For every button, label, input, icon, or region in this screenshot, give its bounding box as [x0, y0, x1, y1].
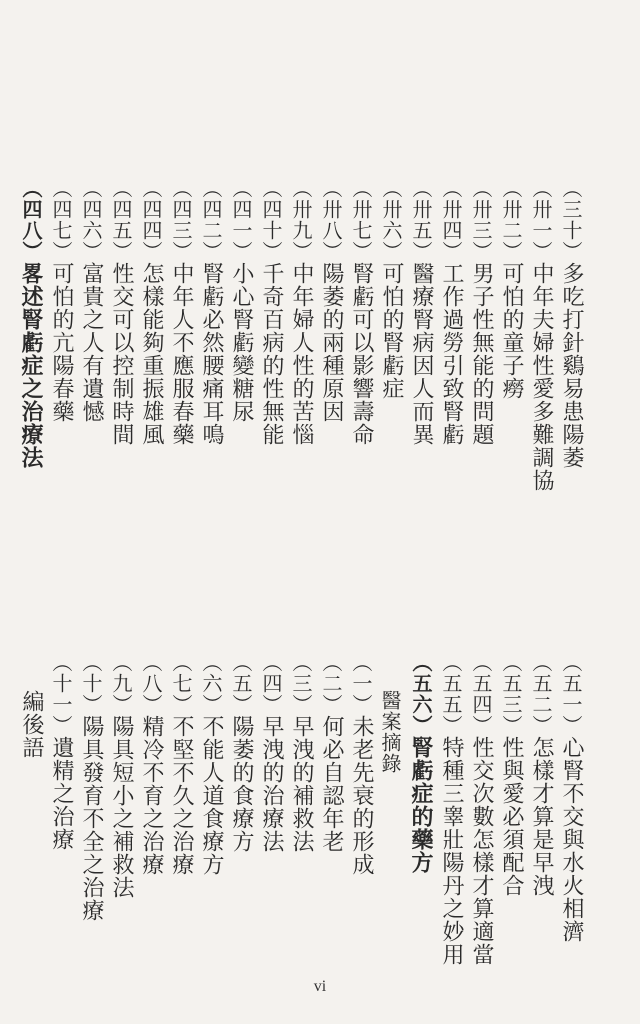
entry-number: （五二）: [529, 652, 553, 736]
case-entry-9: [110, 652, 132, 899]
entry-title: 醫療腎病因人而異: [409, 262, 434, 446]
entry-number: （四一）: [229, 178, 253, 262]
entry-title: 腎虧症的藥方: [408, 736, 434, 874]
entry-title: 畧述腎虧症之治療法: [18, 262, 44, 469]
case-entry-4: [260, 652, 282, 853]
toc-entry-41: [230, 178, 252, 423]
case-entry-1: [350, 652, 372, 876]
toc-entry-32: [500, 178, 522, 400]
case-entry-7: [170, 652, 192, 876]
entry-title: 可怕的亢陽春藥: [49, 262, 74, 423]
entry-title: 陽具發育不全之治療: [79, 715, 104, 922]
entry-number: （卅六）: [379, 178, 403, 262]
entry-number: （卅一）: [529, 178, 553, 262]
entry-number: （卅三）: [469, 178, 493, 262]
entry-title: 早洩的治療法: [259, 715, 284, 853]
entry-number: （卅四）: [439, 178, 463, 262]
page-number: vi: [313, 978, 327, 995]
toc-entry-33: [470, 178, 492, 446]
entry-number: （四三）: [169, 178, 193, 262]
toc-entry-31: [530, 178, 552, 492]
toc-entry-48: [20, 178, 42, 469]
entry-number: （五三）: [499, 652, 523, 736]
entry-title: 中年婦人性的苦惱: [289, 262, 314, 446]
case-entry-5: [230, 652, 252, 853]
entry-number: （四七）: [49, 178, 73, 262]
entry-number: （八）: [139, 652, 163, 715]
toc-entry-45: [110, 178, 132, 446]
entry-title: 千奇百病的性無能: [259, 262, 284, 446]
toc-entry-30: [560, 178, 582, 469]
case-entry-10: [80, 652, 102, 922]
entry-number: （五六）: [409, 652, 433, 736]
entry-number: （四）: [259, 652, 283, 715]
entry-title: 小心腎虧變糖尿: [229, 262, 254, 423]
toc-entry-37: [350, 178, 372, 446]
toc-entry-56: [410, 652, 432, 874]
entry-title: 特種三睾壯陽丹之妙用: [439, 736, 464, 966]
entry-title: 多吃打針鷄易患陽萎: [559, 262, 584, 469]
entry-title: 不堅不久之治療: [169, 715, 194, 876]
entry-number: （四八）: [19, 178, 43, 262]
entry-number: （四二）: [199, 178, 223, 262]
entry-number: （卅九）: [289, 178, 313, 262]
case-entry-8: [140, 652, 162, 876]
entry-title: 何必自認年老: [319, 715, 344, 853]
entry-title: 腎虧可以影響壽命: [349, 262, 374, 446]
entry-number: （六）: [199, 652, 223, 715]
toc-entry-51: [560, 652, 582, 943]
entry-number: （卅七）: [349, 178, 373, 262]
toc-entry-53: [500, 652, 522, 897]
toc-entry-55: [440, 652, 462, 966]
entry-number: （七）: [169, 652, 193, 715]
entry-number: （三十）: [559, 178, 583, 262]
entry-title: 腎虧必然腰痛耳鳴: [199, 262, 224, 446]
toc-entry-54: [470, 652, 492, 966]
entry-title: 性交次數怎樣才算適當: [469, 736, 494, 966]
entry-number: （四六）: [79, 178, 103, 262]
entry-number: （卅五）: [409, 178, 433, 262]
entry-number: （四十）: [259, 178, 283, 262]
entry-title: 富貴之人有遺憾: [79, 262, 104, 423]
toc-entry-36: [380, 178, 402, 400]
entry-title: 中年人不應服春藥: [169, 262, 194, 446]
toc-entry-39: [290, 178, 312, 446]
entry-title: 可怕的童子癆: [499, 262, 524, 400]
case-entry-11: [50, 652, 72, 851]
case-entry-3: [290, 652, 312, 853]
entry-title: 怎樣能夠重振雄風: [139, 262, 164, 446]
entry-title: 陽具短小之補救法: [109, 715, 134, 899]
entry-title: 中年夫婦性愛多難調協: [529, 262, 554, 492]
entry-number: （五四）: [469, 652, 493, 736]
entry-number: （三）: [289, 652, 313, 715]
entry-number: （五）: [229, 652, 253, 715]
toc-entry-40: [260, 178, 282, 446]
entry-number: （一）: [349, 652, 373, 715]
toc-entry-43: [170, 178, 192, 446]
toc-entry-35: [410, 178, 432, 446]
entry-title: 陽萎的食療方: [229, 715, 254, 853]
toc-entry-44: [140, 178, 162, 446]
entry-title: 工作過勞引致腎虧: [439, 262, 464, 446]
toc-entry-52: [530, 652, 552, 897]
entry-number: （十一）: [49, 652, 73, 736]
entry-title: 心腎不交與水火相濟: [559, 736, 584, 943]
entry-number: （九）: [109, 652, 133, 715]
entry-title: 陽萎的兩種原因: [319, 262, 344, 423]
toc-entry-46: [80, 178, 102, 423]
entry-number: （十）: [79, 652, 103, 715]
entry-title: 遺精之治療: [49, 736, 74, 851]
afterword-entry: 編後語: [19, 690, 44, 759]
entry-number: （五五）: [439, 652, 463, 736]
case-entry-2: [320, 652, 342, 853]
entry-number: （卅二）: [499, 178, 523, 262]
entry-number: （四五）: [109, 178, 133, 262]
toc-entry-38: [320, 178, 342, 423]
entry-number: （五一）: [559, 652, 583, 736]
entry-title: 性交可以控制時間: [109, 262, 134, 446]
entry-title: 可怕的腎虧症: [379, 262, 404, 400]
entry-title: 性與愛必須配合: [499, 736, 524, 897]
entry-number: （四四）: [139, 178, 163, 262]
entry-title: 未老先衰的形成: [349, 715, 374, 876]
entry-number: （二）: [319, 652, 343, 715]
entry-title: 精冷不育之治療: [139, 715, 164, 876]
toc-entry-47: [50, 178, 72, 423]
entry-title: 男子性無能的問題: [469, 262, 494, 446]
toc-entry-34: [440, 178, 462, 446]
entry-title: 怎樣才算是早洩: [529, 736, 554, 897]
toc-entry-42: [200, 178, 222, 446]
case-records-heading: 醫案摘錄: [378, 690, 402, 774]
case-entry-6: [200, 652, 222, 876]
entry-title: 不能人道食療方: [199, 715, 224, 876]
entry-number: （卅八）: [319, 178, 343, 262]
entry-title: 早洩的補救法: [289, 715, 314, 853]
